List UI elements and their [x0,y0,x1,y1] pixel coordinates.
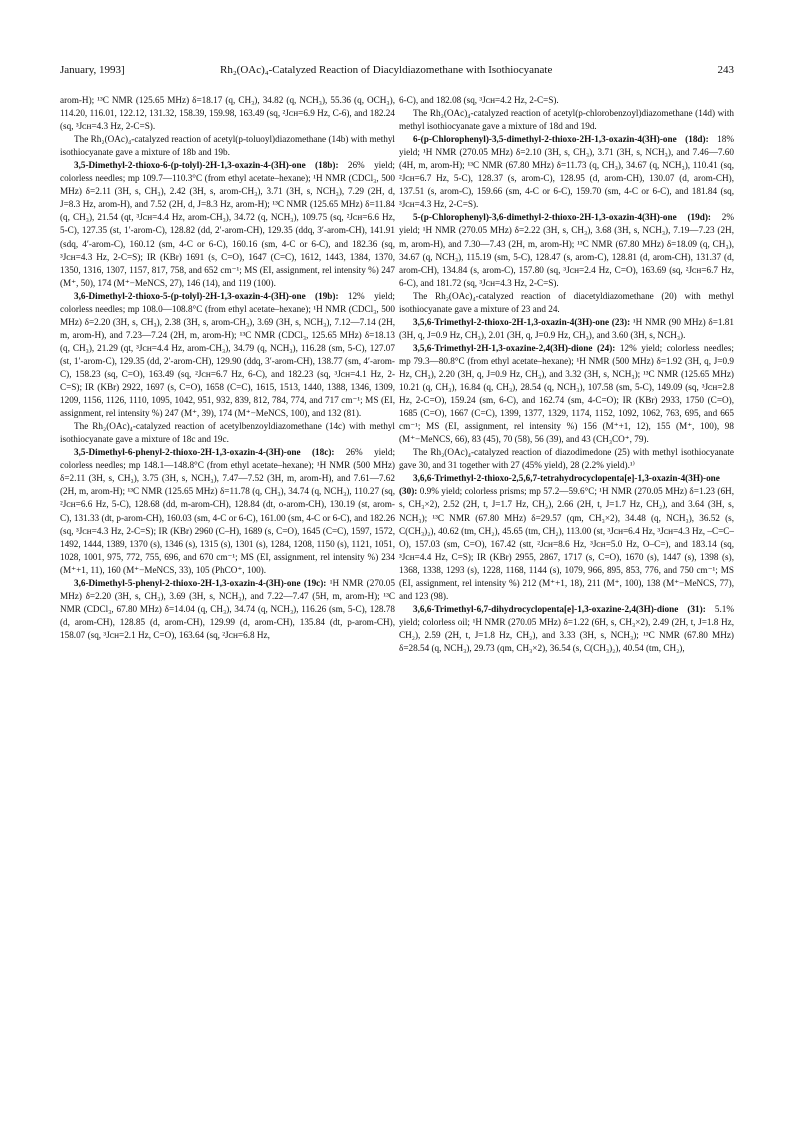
paragraph-text: 0.9% yield; colorless prisms; mp 57.2—59.6°C; ¹H NMR (270.05 MHz) δ=1.23 (6H, s, CH₃×2), 2.52 (2H, t, J=1.7 Hz, CH₂), 2.66 (2H, t, J=1.7 Hz, CH₂), and 3.64 (3H, s, NCH₃); ¹³C NMR (67.80 MHz) δ=29.57 (qm, CH₃×2), 34.48 (q, NCH₃), 36.52 (s, C(CH₃)₂), 40.62 (tm, CH₂), 45.65 (tm, CH₂), 113.00 (st, ³Jᴄʜ=6.4 Hz, ³Jᴄʜ=4.3 Hz, –C=C–O), 157.03 (sm, C=O), 167.42 (stt, ²Jᴄʜ=8.6 Hz, ³Jᴄʜ=5.0 Hz, O–C=), and 183.14 (sq, ³Jᴄʜ=4.4 Hz, C=S); IR (KBr) 2955, 2867, 1717 (s, C=O), 1670 (s), 1447 (s), 1398 (s), 1368, 1338, 1293 (s), 1228, 1168, 1144 (s), 1079, 966, 895, 853, 776, and 750 cm⁻¹; MS (EI, assignment, rel intensity %) 212 (M⁺+1, 18), 211 (M⁺, 100), 138 (M⁺−MeNCS, 77), and 123 (98). [399,486,734,601]
paragraph-text: 26% yield; colorless needles; mp 148.1—148.8°C (from ethyl acetate–hexane); ¹H NMR (500 MHz) δ=2.11 (3H, s, CH₃), 3.75 (3H, s, NCH₃), 7.47—7.52 (3H, m, arom-H), and 7.61—7.62 (2H, m, arom-H); ¹³C NMR (125.65 MHz) δ=11.78 (q, CH₃), 34.74 (q, NCH₃), 110.27 (sq, ²Jᴄʜ=6.6 Hz, 5-C), 128.68 (dd, m-arom-CH), 128.84 (dt, o-arom-CH), 130.19 (st, arom-C), 131.33 (dt, p-arom-CH), 160.03 (sm, 4-C or 6-C), 161.00 (sm, 4-C or 6-C), and 182.26 (sq, ³Jᴄʜ=4.3 Hz, 2-C=S); IR (KBr) 2960 (C–H), 1689 (s, C=O), 1645 (C=C), 1597, 1572, 1492, 1444, 1389, 1370 (s), 1346 (s), 1315 (s), 1301 (s), 1284, 1208, 1150 (s), 1121, 1051, 1028, 1001, 975, 772, 755, 696, and 670 cm⁻¹; MS (EI, assignment, rel intensity %) 234 (M⁺+1, 11), 160 (M⁺−MeNCS, 33), 105 (PhCO⁺, 100). [60,447,395,575]
page-number: 243 [717,64,734,76]
compound-entry [399,211,734,289]
compound-entry [399,603,734,655]
paragraph-text: ¹H NMR (90 MHz) δ=1.81 (3H, q, J=0.9 Hz, CH₃), 2.01 (3H, q, J=0.9 Hz, CH₃), and 3.60 (3H, s, NCH₃). [399,316,734,340]
compound-name: 6-(p-Chlorophenyl)-3,5-dimethyl-2-thioxo-2H-1,3-oxazin-4(3H)-one (18d): [413,134,709,145]
compound-name: 3,6,6-Trimethyl-6,7-dihydrocyclopenta[e]-1,3-oxazine-2,4(3H)-dione (31): [413,603,706,614]
paragraph-text: 18% yield; ¹H NMR (270.05 MHz) δ=2.10 (3H, s, CH₃), 3.71 (3H, s, NCH₃), and 7.46—7.60 (4H, m, arom-H); ¹³C NMR (67.80 MHz) δ=11.73 (q, CH₃), 34.67 (q, NCH₃), 110.41 (sq, ²Jᴄʜ=6.7 Hz, 5-C), 128.37 (s, arom-C), 128.95 (d, arom-CH), 130.07 (d, arom-CH), 137.51 (s, arom-C), 159.66 (sm, 4-C or 6-C), 159.70 (sm, 4-C or 6-C), and 181.84 (sq, ³Jᴄʜ=4.3 Hz, 2-C=S). [399,134,734,210]
compound-name: 3,5-Dimethyl-6-phenyl-2-thioxo-2H-1,3-oxazin-4-(3H)-one (18c): [74,447,335,458]
running-title: Rh₂(OAc)₄-Catalyzed Reaction of Diacyldiazomethane with Isothiocyanate [220,64,553,76]
compound-name: 3,5-Dimethyl-2-thioxo-6-(p-tolyl)-2H-1,3-oxazin-4-(3H)-one (18b): [74,160,339,171]
journal-date: January, 1993] [60,64,125,76]
compound-name: 3,5,6-Trimethyl-2-thioxo-2H-1,3-oxazin-4(3H)-one (23): [413,316,631,327]
text-paragraph [399,290,734,316]
compound-entry [60,290,395,420]
paragraph-text: arom-H); ¹³C NMR (125.65 MHz) δ=18.17 (q, CH₃), 34.82 (q, NCH₃), 55.36 (q, OCH₃), 114.20, 116.01, 122.12, 131.32, 158.39, 159.98, 163.49 (sq, ²Jᴄʜ=6.9 Hz, C-6), and 182.24 (sq, ³Jᴄʜ=4.3 Hz, 2-C=S). [60,95,395,132]
compound-name: 3,6,6-Trimethyl-2-thioxo-2,5,6,7-tetrahydrocyclopenta[e]-1,3-oxazin-4(3H)-one (30): [399,473,720,497]
compound-name: 3,6-Dimethyl-5-phenyl-2-thioxo-2H-1,3-oxazin-4-(3H)-one (19c): [74,577,327,588]
paragraph-text: The Rh₂(OAc)₄-catalyzed reaction of acetyl(p-chlorobenzoyl)diazomethane (14d) with methyl isothiocyanate gave a mixture of 18d and 19d. [399,108,734,132]
paragraph-text: The Rh₂(OAc)₄-catalyzed reaction of diacetyldiazomethane (20) with methyl isothiocyanate gave a mixture of 23 and 24. [399,290,734,314]
compound-entry [399,472,734,602]
text-paragraph [60,133,395,159]
right-column [399,94,734,655]
paragraph-text: 2% yield; ¹H NMR (270.05 MHz) δ=2.22 (3H, s, CH₃), 3.68 (3H, s, NCH₃), 7.19—7.23 (2H, m, arom-H), and 7.30—7.43 (2H, m, arom-H); ¹³C NMR (67.80 MHz) δ=18.09 (q, CH₃), 34.67 (q, NCH₃), 115.19 (sm, 5-C), 128.47 (s, arom-C), 128.81 (d, arom-CH), 131.37 (d, arom-CH), 134.84 (s, arom-C), 157.80 (sq, ³Jᴄʜ=2.4 Hz, C=O), 163.69 (sq, ²Jᴄʜ=6.7 Hz, 6-C), and 181.72 (sq, ³Jᴄʜ=4.3 Hz, 2-C=S). [399,212,734,288]
compound-name: 3,5,6-Trimethyl-2H-1,3-oxazine-2,4(3H)-dione (24): [413,342,616,353]
paragraph-text: 12% yield; colorless needles; mp 108.0—108.8°C (from ethyl acetate–hexane); ¹H NMR (CDCl₃, 500 MHz) δ=2.20 (3H, s, CH₃), 2.38 (3H, s, arom-CH₃), 3.69 (3H, s, NCH₃), 7.12—7.14 (2H, m, arom-H), and 7.23—7.24 (2H, m, arom-H); ¹³C NMR (CDCl₃, 125.65 MHz) δ=18.13 (q, CH₃), 21.29 (qt, ³Jᴄʜ=4.4 Hz, arom-CH₃), 34.79 (q, NCH₃), 116.28 (sm, 5-C), 127.07 (st, 1′-arom-C), 129.35 (dd, 2′-arom-CH), 129.90 (ddq, 3′-arom-CH), 138.77 (sm, 4′-arom-C), 158.23 (sq, C=O), 163.49 (sq, ²Jᴄʜ=6.7 Hz, 6-C), and 182.23 (sq, ³Jᴄʜ=4.1 Hz, 2-C=S); IR (KBr) 2922, 1697 (s, C=O), 1658 (C=C), 1615, 1513, 1440, 1388, 1346, 1309, 1209, 1156, 1126, 1110, 1095, 1042, 951, 932, 839, 812, 784, 774, and 717 cm⁻¹; MS (EI, assignment, rel intensity %) 247 (M⁺, 39), 174 (M⁺−MeNCS, 100), and 132 (81). [60,290,395,419]
running-head [60,64,734,80]
compound-entry [60,159,395,289]
compound-entry [399,133,734,211]
compound-name: 5-(p-Chlorophenyl)-3,6-dimethyl-2-thioxo-2H-1,3-oxazin-4(3H)-one (19d): [413,212,711,223]
compound-entry [399,342,734,446]
left-column [60,94,395,642]
paragraph-text: 12% yield; colorless needles; mp 79.3—80.8°C (from ethyl acetate–hexane); ¹H NMR (500 MHz) δ=1.92 (3H, q, J=0.9 Hz, CH₃), 2.20 (3H, q, J=0.9 Hz, CH₃), and 3.32 (3H, s, NCH₃); ¹³C NMR (125.65 MHz) 10.21 (q, CH₃), 16.84 (q, CH₃), 28.54 (q, NCH₃), 107.58 (sm, 5-C), 149.09 (sq, ³Jᴄʜ=2.8 Hz, 2-C=O), 159.24 (sm, 6-C), and 162.74 (sm, 4-C=O); IR (KBr) 2933, 1750 (C=O), 1685 (C=O), 1667 (C=C), 1399, 1377, 1329, 1174, 1152, 1092, 1062, 763, 695, and 665 cm⁻¹; MS (EI, assignment, rel intensity %) 156 (M⁺+1, 12), 155 (M⁺, 100), 98 (M⁺−MeNCS, 66), 83 (45), 70 (58), 56 (39), and 43 (CH₃CO⁺, 79). [399,342,734,445]
compound-name: 3,6-Dimethyl-2-thioxo-5-(p-tolyl)-2H-1,3-oxazin-4-(3H)-one (19b): [74,290,339,301]
paragraph-text: The Rh₂(OAc)₄-catalyzed reaction of acetylbenzoyldiazomethane (14c) with methyl isothiocyanate gave a mixture of 18c and 19c. [60,421,395,445]
compound-entry [399,316,734,342]
text-paragraph [399,94,734,107]
compound-entry [60,577,395,642]
compound-entry [60,446,395,576]
paragraph-text: 6-C), and 182.08 (sq, ³Jᴄʜ=4.2 Hz, 2-C=S). [399,95,559,105]
text-paragraph [399,446,734,472]
text-paragraph [399,107,734,133]
paragraph-text: The Rh₂(OAc)₄-catalyzed reaction of diazodimedone (25) with methyl isothiocyanate gave 30, and 31 together with 27 (45% yield), 28 (2.2% yield).¹⁾ [399,447,734,471]
text-paragraph [60,94,395,133]
paragraph-text: ¹H NMR (270.05 MHz) δ=2.20 (3H, s, CH₃), 3.69 (3H, s, NCH₃), and 7.22—7.47 (5H, m, arom-H); ¹³C NMR (CDCl₃, 67.80 MHz) δ=14.04 (q, CH₃), 34.74 (q, NCH₃), 116.26 (sm, 5-C), 128.78 (d, arom-CH), 128.85 (d, arom-CH), 129.99 (d, arom-CH), 135.84 (dt, p-arom-CH), 158.07 (sq, ³Jᴄʜ=2.1 Hz, C=O), 163.64 (sq, ²Jᴄʜ=6.8 Hz, [60,577,395,640]
paragraph-text: 5.1% yield; colorless oil; ¹H NMR (270.05 MHz) δ=1.22 (6H, s, CH₃×2), 2.49 (2H, t, J=1.8 Hz, CH₂), 2.59 (2H, t, J=1.8 Hz, CH₂), and 3.33 (3H, s, NCH₃); ¹³C NMR (67.80 MHz) δ=28.54 (q, NCH₃), 29.73 (qm, CH₃×2), 36.54 (s, C(CH₃)₂), 40.54 (tm, CH₂), [399,603,734,653]
text-paragraph [60,420,395,446]
paragraph-text: 26% yield; colorless needles; mp 109.7—110.3°C (from ethyl acetate–hexane); ¹H NMR (CDCl₃, 500 MHz) δ=2.11 (3H, s, CH₃), 2.42 (3H, s, arom-CH₃), 3.71 (3H, s, NCH₃), 7.29 (2H, d, J=8.3 Hz, arom-H), and 7.52 (2H, d, J=8.3 Hz, arom-H); ¹³C NMR (125.65 MHz) δ=11.84 (q, CH₃), 21.54 (qt, ³Jᴄʜ=4.4 Hz, arom-CH₃), 34.72 (q, NCH₃), 109.75 (sq, ²Jᴄʜ=6.6 Hz, 5-C), 127.35 (st, 1′-arom-C), 128.82 (dd, 2′-arom-CH), 129.35 (ddq, 3′-arom-CH), 141.91 (sdq, 4′-arom-C), 160.12 (sm, 4-C or 6-C), 160.16 (sm, 4-C or 6-C), and 182.36 (sq, ³Jᴄʜ=4.3 Hz, 2-C=S); IR (KBr) 1691 (s, C=O), 1647 (C=C), 1612, 1443, 1384, 1370, 1350, 1316, 1307, 1157, 817, 758, and 652 cm⁻¹; MS (EI, assignment, rel intensity %) 247 (M⁺, 50), 174 (M⁺−MeNCS, 27), 146 (14), and 119 (100). [60,160,395,288]
paragraph-text: The Rh₂(OAc)₄-catalyzed reaction of acetyl(p-toluoyl)diazomethane (14b) with methyl isothiocyanate gave a mixture of 18b and 19b. [60,134,395,158]
